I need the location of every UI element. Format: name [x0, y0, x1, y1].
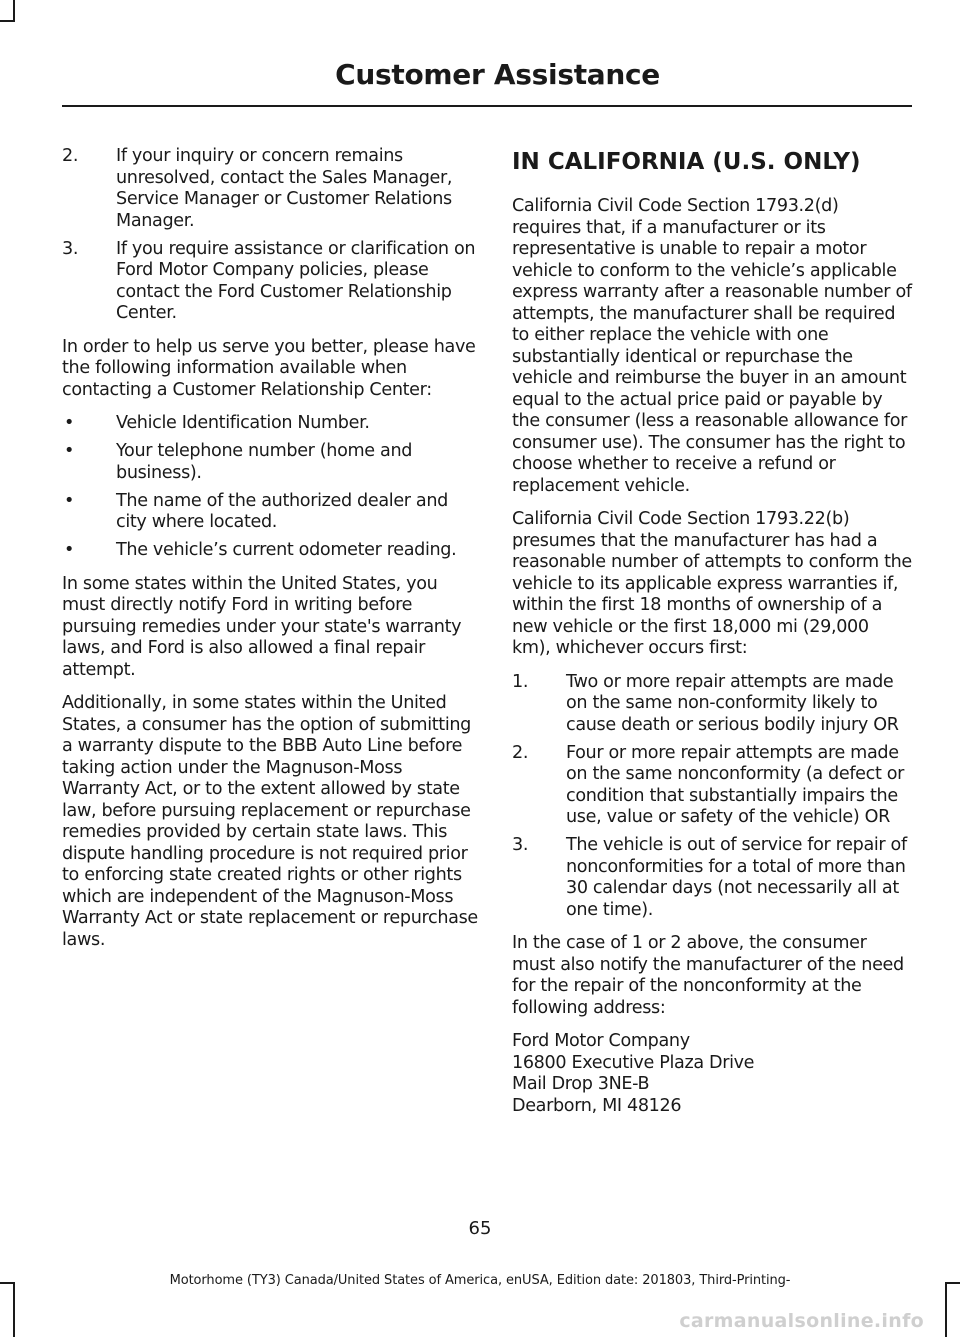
- list-item: [62, 413, 480, 435]
- section-heading: IN CALIFORNIA (U.S. ONLY): [512, 149, 861, 175]
- page-title: Customer Assistance: [335, 58, 660, 91]
- list-item-text: Vehicle Identification Number.: [116, 413, 370, 433]
- list-item-number: 1.: [512, 671, 529, 692]
- list-item-text: The vehicle is out of service for repair of nonconformities for a total of more than 30 calendar days (not necessarily all at one time).: [566, 835, 907, 920]
- list-item: [62, 441, 480, 484]
- info-intro-paragraph: In order to help us serve you better, please have the following information available when contacting a Customer Relationship Center:: [62, 336, 476, 400]
- list-item-text: The name of the authorized dealer and city where located.: [116, 490, 448, 532]
- bullet-marker: •: [64, 441, 75, 461]
- crop-mark-top-left-vertical: [13, 0, 15, 22]
- bullet-marker: •: [64, 490, 75, 511]
- address-line: Dearborn, MI 48126: [512, 1095, 682, 1116]
- right-column: [512, 148, 912, 1117]
- header-divider: [62, 105, 912, 107]
- bullet-marker: •: [64, 540, 75, 560]
- list-item: [62, 540, 480, 562]
- assistance-steps-list: [62, 146, 480, 325]
- list-item-text: Two or more repair attempts are made on the same non-conformity likely to cause death or serious bodily injury OR: [566, 671, 899, 735]
- list-item: [62, 491, 480, 534]
- crop-mark-top-left-horizontal: [0, 20, 15, 22]
- conditions-list: [512, 672, 912, 922]
- list-item: [512, 672, 912, 737]
- page-number: 65: [468, 1218, 492, 1239]
- list-item-number: 3.: [62, 238, 79, 259]
- bullet-marker: •: [64, 413, 75, 433]
- left-column: [62, 146, 480, 963]
- edition-footer: Motorhome (TY3) Canada/United States of America, enUSA, Edition date: 201803, Third-Printing-: [169, 1273, 791, 1288]
- crop-mark-bottom-left-vertical: [13, 1282, 15, 1337]
- list-item: [512, 835, 912, 921]
- crop-mark-bottom-right-vertical: [945, 1282, 947, 1337]
- notify-manufacturer-paragraph: In the case of 1 or 2 above, the consumer must also notify the manufacturer of the need for the repair of the nonconformity at the following address:: [512, 933, 904, 1018]
- address-line: 16800 Executive Plaza Drive: [512, 1052, 755, 1073]
- list-item-text: If you require assistance or clarification on Ford Motor Company policies, please contact the Ford Customer Relationship Center.: [116, 238, 476, 323]
- required-info-list: [62, 413, 480, 562]
- manufacturer-address: [512, 1031, 912, 1117]
- list-item-text: Four or more repair attempts are made on the same nonconformity (a defect or condition that substantially impairs the use, value or safety of the vehicle) OR: [566, 742, 905, 827]
- list-item-number: 2.: [512, 742, 529, 763]
- list-item: [62, 239, 480, 325]
- list-item-number: 2.: [62, 146, 79, 166]
- address-line: Ford Motor Company: [512, 1031, 690, 1051]
- address-line: Mail Drop 3NE-B: [512, 1074, 650, 1094]
- list-item-number: 3.: [512, 835, 529, 855]
- list-item-text: The vehicle’s current odometer reading.: [116, 540, 457, 560]
- list-item-text: Your telephone number (home and business).: [116, 441, 413, 483]
- list-item: [62, 146, 480, 232]
- bbb-dispute-paragraph: Additionally, in some states within the United States, a consumer has the option of submitting a warranty dispute to the BBB Auto Line before taking action under the Magnuson-Moss Warranty Act, or to the extent allowed by state law, before pursuing replacement or repurchase remedies provided by certain state laws. This dispute handling procedure is not required prior to enforcing state created rights or other rights which are independent of the Magnuson-Moss Warranty Act or state replacement or repurchase laws.: [62, 693, 478, 950]
- list-item: [512, 743, 912, 829]
- watermark: carmanualsonline.info: [679, 1310, 924, 1332]
- civil-code-1793-2-paragraph: California Civil Code Section 1793.2(d) requires that, if a manufacturer or its representative is unable to repair a motor vehicle to conform to the vehicle’s applicable express warranty after a reasonable number of attempts, the manufacturer shall be required to either replace the vehicle with one substantially identical or repurchase the vehicle and reimburse the buyer in an amount equal to the actual price paid or payable by the consumer (less a reasonable allowance for consumer use). The consumer has the right to choose whether to receive a refund or replacement vehicle.: [512, 196, 912, 496]
- civil-code-1793-22-paragraph: California Civil Code Section 1793.22(b) presumes that the manufacturer has had a reasonable number of attempts to conform the vehicle to its applicable express warranties if, within the first 18 months of ownership of a new vehicle or the first 18,000 mi (29,000 km), whichever occurs first:: [512, 509, 912, 658]
- list-item-text: If your inquiry or concern remains unresolved, contact the Sales Manager, Service Manager or Customer Relations Manager.: [116, 146, 453, 231]
- state-notification-paragraph: In some states within the United States, you must directly notify Ford in writing before pursuing remedies under your state's warranty laws, and Ford is also allowed a final repair attempt.: [62, 573, 462, 680]
